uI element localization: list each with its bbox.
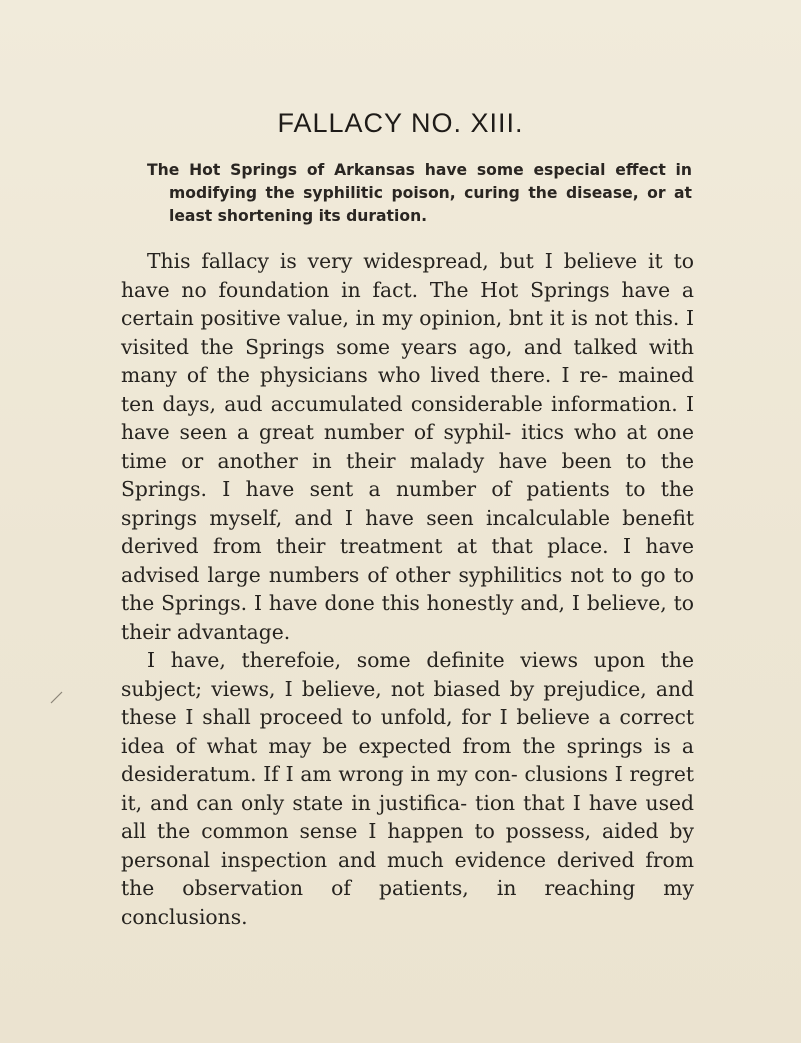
fallacy-statement xyxy=(147,159,692,228)
paragraph-2: I have, therefoie, some definite views upon the subject; views, I believe, not biased by prejudice, and these I shall proceed to unfold, for I believe a correct idea of what may be expected from the springs is a desideratum. If I am wrong in my con- clusions I regret it, and can only state in justifica- tion that I have used all the common sense I happen to possess, aided by personal inspection and much evidence derived from the observation of patients, in reaching my conclusions. xyxy=(121,648,694,929)
margin-pencil-mark xyxy=(50,690,64,704)
chapter-heading: FALLACY NO. XIII. xyxy=(277,108,524,138)
paragraph-1: This fallacy is very widespread, but I believe it to have no foundation in fact. The Hot Springs have a certain positive value, in my opinion, bnt it is not this. I visited the Springs some years ago, and talked with many of the physicians who lived there. I re- mained ten days, aud accumulated considerable information. I have seen a great number of syphil- itics who at one time or another in their malady have been to the Springs. I have sent a number of patients to the springs myself, and I have seen incalculable benefit derived from their treatment at that place. I have advised large numbers of other syphilitics not to go to the Springs. I have done this honestly and, I believe, to their advantage. xyxy=(121,249,694,644)
body-text xyxy=(121,247,694,931)
fallacy-statement-text: The Hot Springs of Arkansas have some especial effect in modifying the syphilitic poison, curing the disease, or at least shortening its duration. xyxy=(147,161,692,225)
